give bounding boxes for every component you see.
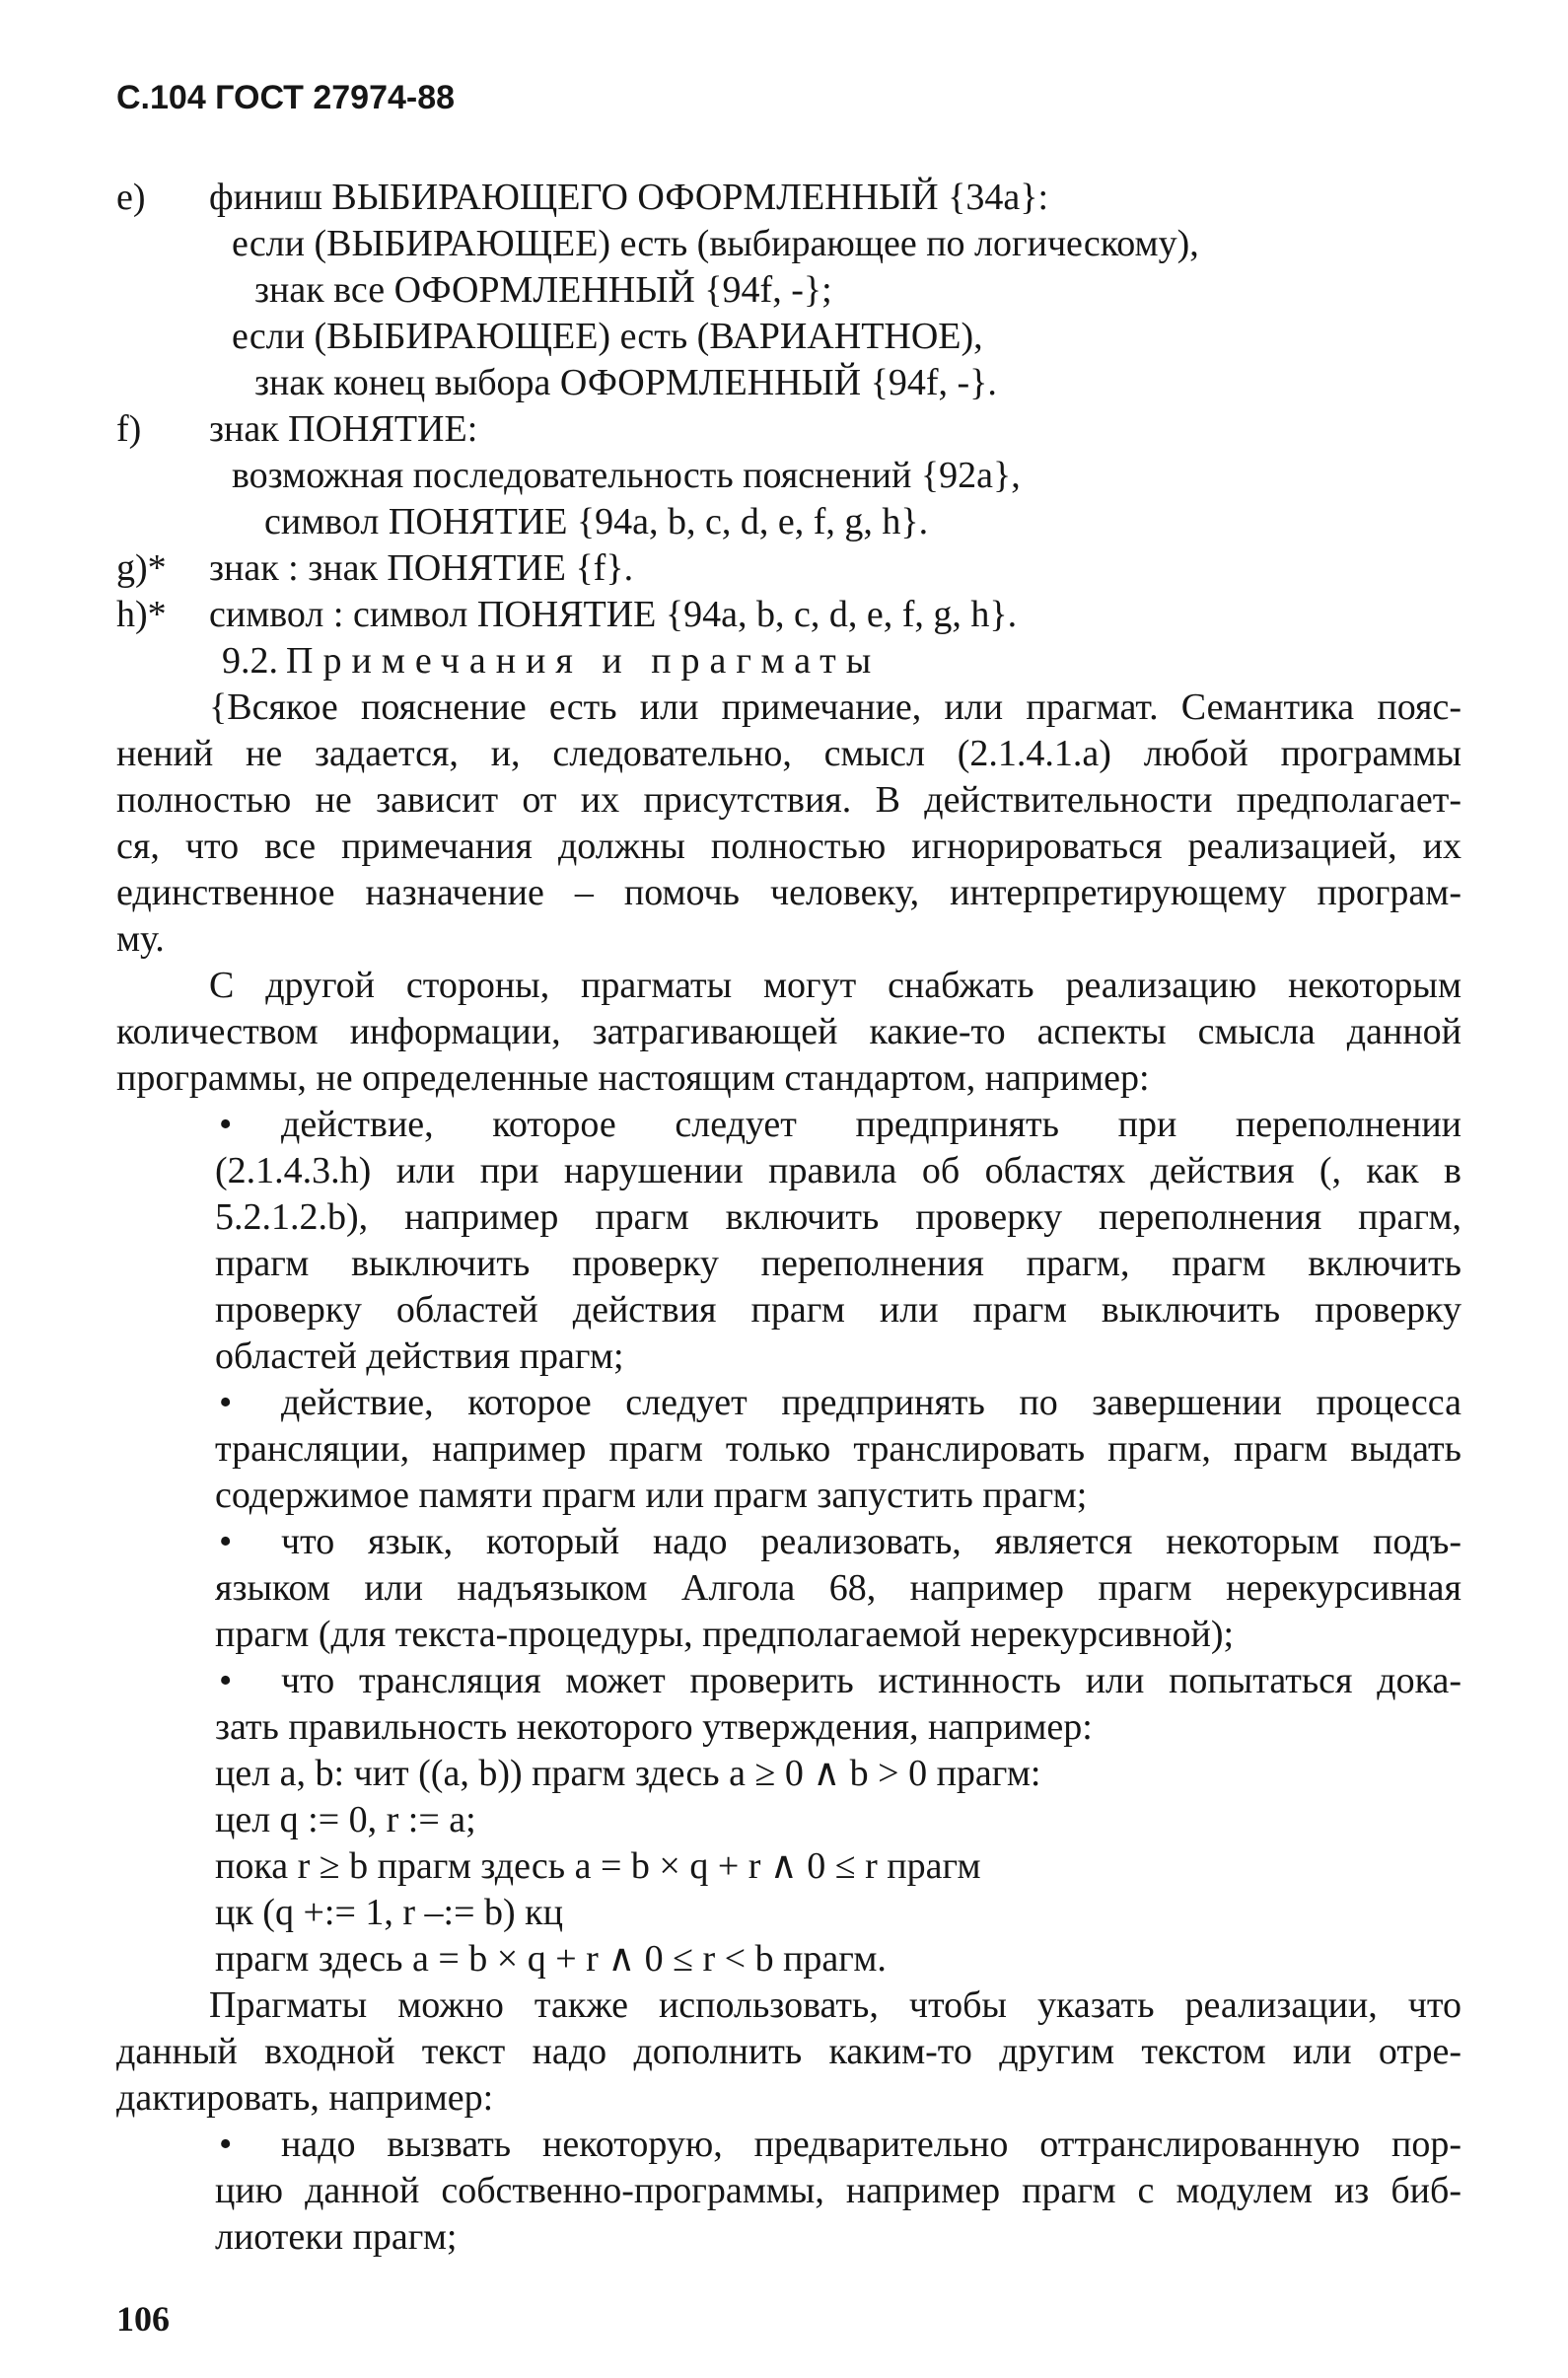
code-line: цк (q +:= 1, r –:= b) кц <box>215 1892 563 1933</box>
bullet-line: действие, которое следует предпринять при переполнении <box>281 1104 1461 1145</box>
section-title: Примечания и прагматы <box>286 640 882 682</box>
rule-label: g)* <box>116 547 167 589</box>
rule-line: финиш ВЫБИРАЮЩЕГО ОФОРМЛЕННЫЙ {34a}: <box>209 177 1049 218</box>
rule-line: символ : символ ПОНЯТИЕ {94a, b, c, d, e, f, g, h}. <box>209 594 1018 635</box>
rule-line: знак все ОФОРМЛЕННЫЙ {94f, -}; <box>254 269 832 311</box>
bullet-marker: • <box>219 1521 233 1562</box>
bullet-line: надо вызвать некоторую, предварительно оттранслированную пор- <box>281 2124 1461 2165</box>
rule-line: возможная последовательность пояснений {92a}, <box>232 455 1021 496</box>
bullet-line: областей действия прагм; <box>215 1335 624 1377</box>
bullet-line: (2.1.4.3.h) или при нарушении правила об областях действия (, как в <box>215 1150 1461 1191</box>
code-line: цел q := 0, r := a; <box>215 1799 476 1840</box>
paragraph-line: данный входной текст надо дополнить каким-то другим текстом или отре- <box>116 2031 1461 2072</box>
bullet-line: зать правильность некоторого утверждения, например: <box>215 1706 1093 1748</box>
bullet-line: содержимое памяти прагм или прагм запустить прагм; <box>215 1475 1088 1516</box>
paragraph-line: С другой стороны, прагматы могут снабжать реализацию некоторым <box>209 965 1461 1006</box>
bullet-line: трансляции, например прагм только транслировать прагм, прагм выдать <box>215 1428 1461 1470</box>
bullet-line: языком или надъязыком Алгола 68, например прагм нерекурсивная <box>215 1567 1461 1609</box>
bullet-line: проверку областей действия прагм или прагм выключить проверку <box>215 1289 1461 1331</box>
rule-line: знак ПОНЯТИЕ: <box>209 408 478 450</box>
code-line: пока r ≥ b прагм здесь a = b × q + r ∧ 0 ≤ r прагм <box>215 1845 981 1887</box>
rule-line: символ ПОНЯТИЕ {94a, b, c, d, e, f, g, h}. <box>264 501 929 542</box>
bullet-line: прагм выключить проверку переполнения прагм, прагм включить <box>215 1243 1461 1284</box>
rule-label: e) <box>116 177 146 218</box>
paragraph-line: количеством информации, затрагивающей какие-то аспекты смысла данной <box>116 1011 1461 1052</box>
paragraph-line: программы, не определенные настоящим стандартом, например: <box>116 1057 1150 1099</box>
bullet-marker: • <box>219 1382 233 1423</box>
page-number: 106 <box>116 2299 170 2339</box>
section-number: 9.2. <box>222 640 278 682</box>
code-line: цел a, b: чит ((a, b)) прагм здесь a ≥ 0 ∧ b > 0 прагм: <box>215 1753 1041 1794</box>
paragraph-line: единственное назначение – помочь человеку, интерпретирующему програм- <box>116 872 1461 913</box>
bullet-line: лиотеки прагм; <box>215 2216 458 2258</box>
rule-label: h)* <box>116 594 167 635</box>
rule-line: знак : знак ПОНЯТИЕ {f}. <box>209 547 634 589</box>
bullet-line: что трансляция может проверить истинность или попытаться дока- <box>281 1660 1461 1701</box>
bullet-line: действие, которое следует предпринять по завершении процесса <box>281 1382 1461 1423</box>
paragraph-line: Прагматы можно также использовать, чтобы указать реализации, что <box>209 1984 1461 2026</box>
paragraph-line: полностью не зависит от их присутствия. В действительности предполагает- <box>116 779 1461 821</box>
bullet-line: что язык, который надо реализовать, является некоторым подъ- <box>281 1521 1461 1562</box>
bullet-marker: • <box>219 1104 233 1145</box>
paragraph-line: нений не задается, и, следовательно, смысл (2.1.4.1.a) любой программы <box>116 733 1461 774</box>
bullet-marker: • <box>219 2124 233 2165</box>
bullet-marker: • <box>219 1660 233 1701</box>
paragraph-line: му. <box>116 918 165 960</box>
paragraph-line: {Всякое пояснение есть или примечание, или прагмат. Семантика пояс- <box>209 686 1461 728</box>
paragraph-line: дактировать, например: <box>116 2077 494 2119</box>
rule-line: если (ВЫБИРАЮЩЕЕ) есть (выбирающее по логическому), <box>232 223 1199 264</box>
bullet-line: прагм (для текста-процедуры, предполагаемой нерекурсивной); <box>215 1614 1235 1655</box>
bullet-line: 5.2.1.2.b), например прагм включить проверку переполнения прагм, <box>215 1196 1461 1238</box>
paragraph-line: ся, что все примечания должны полностью игнорироваться реализацией, их <box>116 826 1461 867</box>
bullet-line: цию данной собственно-программы, например прагм с модулем из биб- <box>215 2170 1461 2211</box>
page-header: С.104 ГОСТ 27974-88 <box>116 79 456 116</box>
rule-label: f) <box>116 408 142 450</box>
code-line: прагм здесь a = b × q + r ∧ 0 ≤ r < b прагм. <box>215 1938 887 1980</box>
rule-line: если (ВЫБИРАЮЩЕЕ) есть (ВАРИАНТНОЕ), <box>232 316 983 357</box>
rule-line: знак конец выбора ОФОРМЛЕННЫЙ {94f, -}. <box>254 362 997 403</box>
